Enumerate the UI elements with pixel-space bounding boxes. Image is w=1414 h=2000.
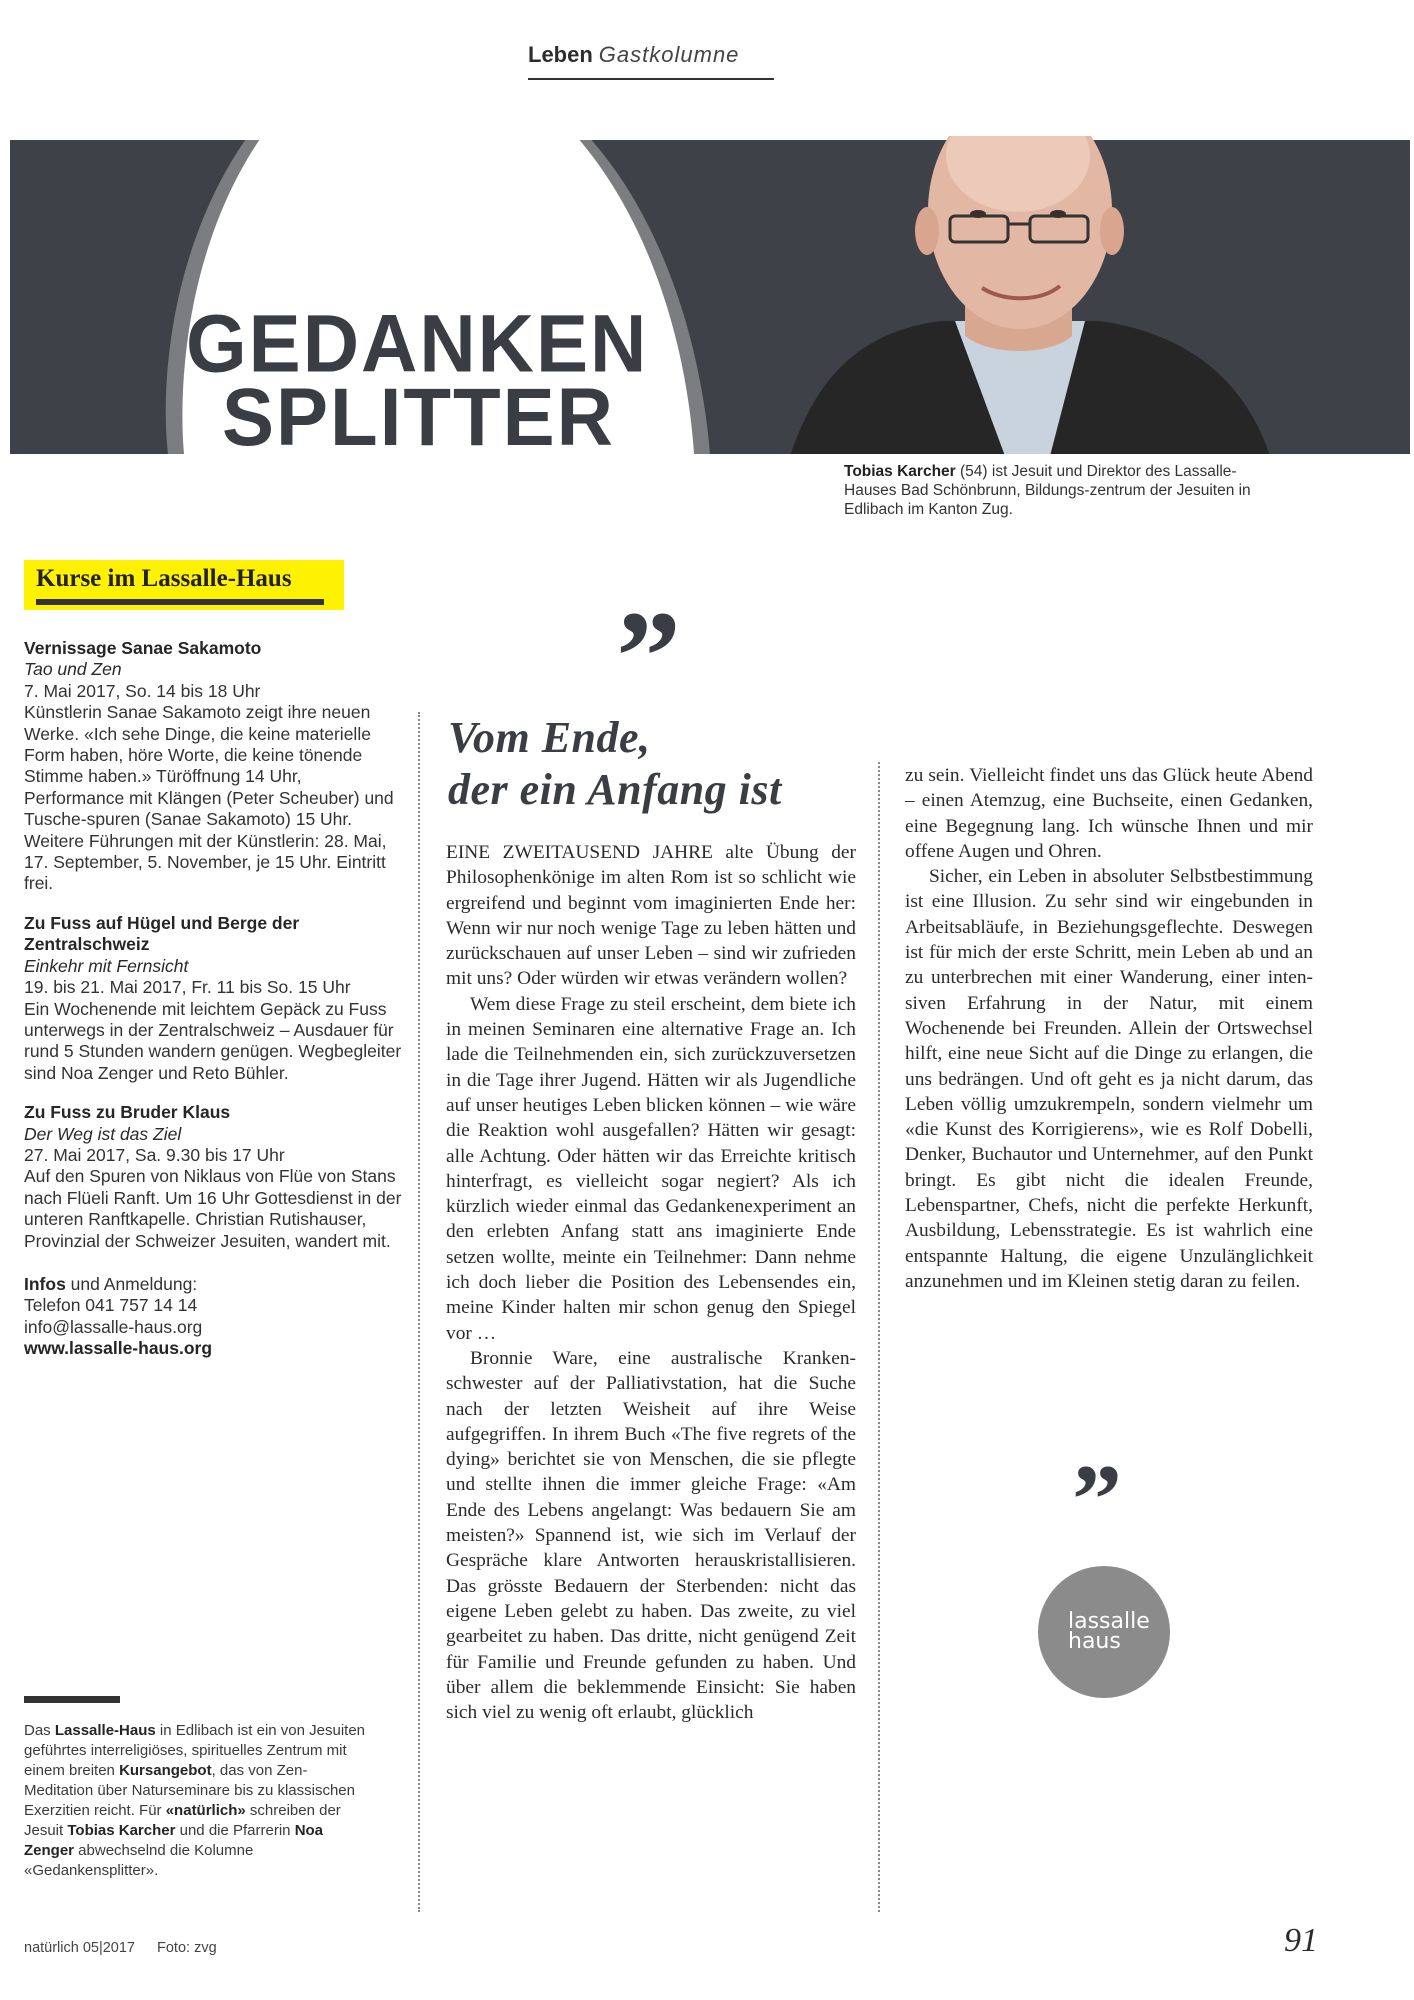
- sidebar-courses: [24, 560, 404, 1360]
- heading-rule: [36, 599, 324, 605]
- photo-credit: Foto: zvg: [157, 1940, 217, 1956]
- article-paragraph: Sicher, ein Leben in absoluter Selbstbestimmung ist eine Illusion. Zu sehr sind wir eingebunden in Arbeitsabläufe, in Beziehungsgeflechte. Deswegen ist für mich der erste Schritt, mein Leben ab und an zu unterbrechen mit einer Wanderung, einer intensiven Erfahrung in der Natur, mit einem Wochenende bei Freunden. Allein der Ortswechsel hilft, eine neue Sicht auf die Dinge zu erlangen, die uns bedrängen. Und oft geht es ja nicht darum, das Leben völlig umzukrempeln, sondern vielmehr um «die Kunst des Korrigierens», wie es Rolf Dobelli, Denker, Buchautor und Unternehmer, auf den Punkt bringt. Es gibt nicht die idealen Freunde, Lebenspartner, Chefs, nicht die perfekte Herkunft, Ausbildung, Lebensstrategie. Es ist wahrlich eine entspannte Haltung, die eigene Unzulänglichkeit anzunehmen und im Kleinen stetig daran zu feilen.: [905, 866, 1313, 1292]
- about-lassalle-haus: Das Lassalle-Haus in Edlibach ist ein von Jesuiten geführtes interreligiöses, spirituelles Zentrum mit einem breiten Kursangebot, das von Zen-Meditation über Naturseminare bis zu klassischen Exerzitien reicht. Für «natürlich» schreiben der Jesuit Tobias Karcher und die Pfarrerin Noa Zenger abwechselnd die Kolumne «Gedankensplitter».: [24, 1696, 374, 1881]
- column-title-line2: SPLITTER: [222, 370, 616, 454]
- article-body-column-1: [446, 840, 856, 1725]
- quote-mark-icon: ”: [616, 585, 681, 729]
- lead-caps: EINE ZWEITAUSEND JAHRE: [446, 842, 713, 863]
- author-caption: [844, 462, 1264, 519]
- column-divider: [418, 712, 420, 1912]
- course-subtitle: Tao und Zen: [24, 659, 122, 680]
- course-date: 19. bis 21. Mai 2017, Fr. 11 bis So. 15 Uhr: [24, 977, 351, 998]
- column-title: [186, 297, 649, 454]
- page-number: 91: [1284, 1922, 1318, 1959]
- section-header: [528, 42, 774, 80]
- issue-label: natürlich 05|2017: [24, 1940, 135, 1956]
- infos-label: Infos: [24, 1273, 66, 1294]
- banner: [10, 136, 1410, 454]
- article-headline: Vom Ende, der ein Anfang ist: [448, 713, 782, 814]
- column-divider: [878, 762, 880, 1912]
- course-description: Ein Wochenende mit leichtem Gepäck zu Fuss unterwegs in der Zentralschweiz – Ausdauer für rund 5 Stunden wandern genügen. Wegbegleiter sind Noa Zenger und Reto Bühler.: [24, 998, 402, 1083]
- author-portrait: [750, 136, 1310, 454]
- contact-info: [24, 1274, 404, 1360]
- article-paragraph: zu sein. Vielleicht findet uns das Glück heute Abend – einen Atemzug, eine Buchseite, einen Gedanken, eine Begegnung lang. Ich wünsche Ihnen und mir offene Augen und Ohren.: [905, 765, 1313, 862]
- section-subname: Gastkolumne: [598, 42, 740, 67]
- article-paragraph: EINE ZWEITAUSEND JAHRE alte Übung der Philosophenkönige im alten Rom ist so schlicht wie ergreifend und beginnt vom imaginierten Ende her: Wenn wir nur noch wenige Tage zu leben hätten und zurückschauen auf unser Leben – sind wir zufrieden mit uns? Oder würden wir etwas verändern wollen?: [446, 842, 856, 990]
- course-item: [24, 913, 404, 1084]
- course-subtitle: Der Weg ist das Ziel: [24, 1123, 182, 1144]
- website-link[interactable]: www.lassalle-haus.org: [24, 1338, 213, 1359]
- courses-heading-box: [24, 560, 344, 610]
- courses-heading: Kurse im Lassalle-Haus: [36, 565, 292, 592]
- article-body-column-2: [905, 763, 1313, 1294]
- course-description: Künstlerin Sanae Sakamoto zeigt ihre neuen Werke. «Ich sehe Dinge, die keine materielle Form haben, höre Worte, die keine tönende Stimme haben.» Türöffnung 14 Uhr, Performance mit Klängen (Peter Scheuber) und Tusche-spuren (Sanae Sakamoto) 15 Uhr. Weitere Führungen mit der Künstlerin: 28. Mai, 17. September, 5. November, je 15 Uhr. Eintritt frei.: [24, 702, 394, 894]
- section-name: Leben: [528, 42, 593, 67]
- author-name: Tobias Karcher: [844, 463, 956, 480]
- course-date: 7. Mai 2017, So. 14 bis 18 Uhr: [24, 680, 261, 701]
- footer-issue: [24, 1940, 217, 1956]
- lassalle-haus-logo: lassalle haus: [1038, 1566, 1170, 1698]
- article-paragraph: Bronnie Ware, eine australische Krankenschwester auf der Palliativstation, hat die Suche nach der letzten Weisheit auf ihre Weise aufgegriffen. In ihrem Buch «The five regrets of the dying» berichtet sie von Menschen, die sie pflegte und stellte ihnen die immer gleiche Frage: «Am Ende des Lebens angelangt: Was bedauern Sie am meisten?» Spannend ist, wie sich im Verlauf der Gespräche klare Antworten herauskristallisieren. Das grösste Bedauern der Sterbenden: nicht das eigene Leben gelebt zu haben. Das zweite, zu viel gearbeitet zu haben. Das dritte, nicht genügend Zeit für Familie und Freunde gefunden zu haben. Und über allem die beklemmende Einsicht: Sie haben sich viel zu wenig oft erlaubt, glücklich: [446, 1347, 856, 1724]
- email-link[interactable]: info@lassalle-haus.org: [24, 1316, 203, 1337]
- infos-label-rest: und Anmeldung:: [65, 1273, 198, 1294]
- author-bio: (54) ist Jesuit und Direktor des Lassalle-Hauses Bad Schönbrunn, Bildungs-zentrum der Jesuiten in Edlibach im Kanton Zug.: [844, 463, 1251, 518]
- quote-mark-icon: ”: [1072, 1444, 1122, 1555]
- phone-number: Telefon 041 757 14 14: [24, 1295, 198, 1316]
- course-date: 27. Mai 2017, Sa. 9.30 bis 17 Uhr: [24, 1144, 285, 1165]
- course-title: Zu Fuss auf Hügel und Berge der Zentralschweiz: [24, 912, 300, 955]
- column-title-line1: GEDANKEN: [186, 297, 649, 390]
- course-title: Zu Fuss zu Bruder Klaus: [24, 1102, 231, 1123]
- course-item: [24, 1102, 404, 1252]
- course-description: Auf den Spuren von Niklaus von Flüe von Stans nach Flüeli Ranft. Um 16 Uhr Gottesdienst in der unteren Ranftkapelle. Christian Rutishauser, Provinzial der Schweizer Jesuiten, wandert mit.: [24, 1166, 402, 1251]
- about-rule: [24, 1696, 120, 1703]
- article-paragraph: Wem diese Frage zu steil erscheint, dem biete ich in meinen Seminaren eine alternative Frage an. Ich lade die Teilnehmenden ein, sich zurückzuversetzen in die Tage ihrer Jugend. Hätten wir als Jugendliche auf unser heutiges Leben blicken können – wie wäre die Reaktion wohl ausgefallen? Hätten wir gesagt: alle Achtung. Oder hätten wir das Erreichte kritisch hinterfragt, es vielleicht sogar negiert? Als ich kürzlich wieder einmal das Gedankenexperiment an den erlebten Anfang statt ans imaginierte Ende setzen wollte, meinte ein Teilnehmer: Dann nehme ich doch lieber die Position des Lebensendes ein, meine Kinder halten mir schon genug den Spiegel vor …: [446, 993, 856, 1344]
- course-title: Vernissage Sanae Sakamoto: [24, 638, 262, 658]
- course-item: [24, 638, 404, 895]
- course-subtitle: Einkehr mit Fernsicht: [24, 955, 189, 976]
